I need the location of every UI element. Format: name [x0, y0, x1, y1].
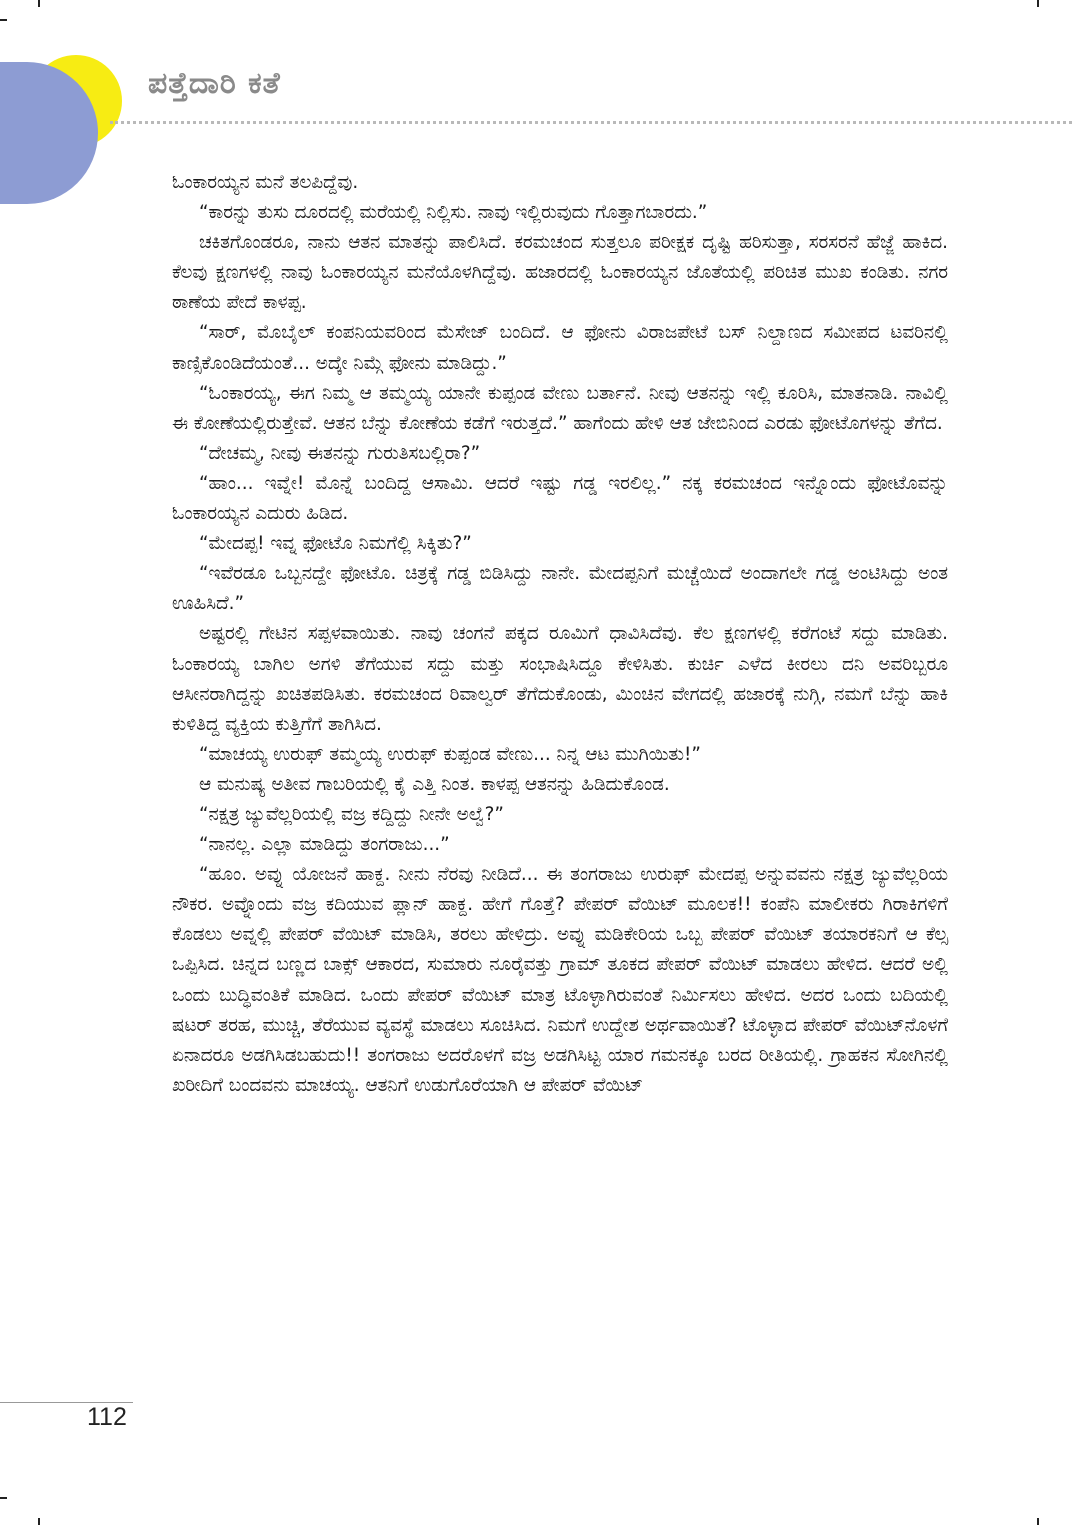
running-header-title: ಪತ್ತೆದಾರಿ ಕತೆ — [148, 66, 281, 101]
paragraph: ಚಕಿತಗೊಂಡರೂ, ನಾನು ಆತನ ಮಾತನ್ನು ಪಾಲಿಸಿದೆ. ಕರಮಚಂದ ಸುತ್ತಲೂ ಪರೀಕ್ಷಕ ದೃಷ್ಟಿ ಹರಿಸುತ್ತಾ, ಸರಸರನೆ ಹೆಜ್ಜೆ ಹಾಕಿದ. ಕೆಲವು ಕ್ಷಣಗಳಲ್ಲಿ ನಾವು ಓಂಕಾರಯ್ಯನ ಮನೆಯೊಳಗಿದ್ದೆವು. ಹಜಾರದಲ್ಲಿ ಓಂಕಾರಯ್ಯನ ಜೊತೆಯಲ್ಲಿ ಪರಿಚಿತ ಮುಖ ಕಂಡಿತು. ನಗರ ಠಾಣೆಯ ಪೇದೆ ಕಾಳಪ್ಪ. — [172, 232, 948, 314]
paragraph: “ನಕ್ಷತ್ರ ಜ್ಯುವೆಲ್ಲರಿಯಲ್ಲಿ ವಜ್ರ ಕದ್ದಿದ್ದು ನೀನೇ ಅಲ್ವೆ?” — [199, 803, 504, 825]
paragraph: “ದೇಚಮ್ಮ, ನೀವು ಈತನನ್ನು ಗುರುತಿಸಬಲ್ಲಿರಾ?” — [199, 442, 481, 464]
crop-mark-left-bottom — [0, 1497, 7, 1499]
paragraph: “ಹಾಂ... ಇವ್ನೇ! ಮೊನ್ನೆ ಬಂದಿದ್ದ ಆಸಾಮಿ. ಆದರೆ ಇಷ್ಟು ಗಡ್ಡ ಇರಲಿಲ್ಲ.” ನಕ್ಕ ಕರಮಚಂದ ಇನ್ನೊಂದು ಫೋಟೊವನ್ನು ಓಂಕಾರಯ್ಯನ ಎದುರು ಹಿಡಿದ. — [172, 472, 948, 525]
paragraph: “ಹೂಂ. ಅವ್ನು ಯೋಜನೆ ಹಾಕ್ದ. ನೀನು ನೆರವು ನೀಡಿದೆ... ಈ ತಂಗರಾಜು ಉರುಫ್ ಮೇದಪ್ಪ ಅನ್ನುವವನು ನಕ್ಷತ್ರ ಜ್ಯುವೆಲ್ಲರಿಯ ನೌಕರ. ಅವ್ನೊಂದು ವಜ್ರ ಕದಿಯುವ ಪ್ಲಾನ್ ಹಾಕ್ದ. ಹೇಗೆ ಗೊತ್ತೆ? ಪೇಪರ್ ವೆಯಿಟ್ ಮೂಲಕ!! ಕಂಪೆನಿ ಮಾಲೀಕರು ಗಿರಾಕಿಗಳಿಗೆ ಕೊಡಲು ಅವ್ನಲ್ಲಿ ಪೇಪರ್ ವೆಯಿಟ್ ಮಾಡಿಸಿ, ತರಲು ಹೇಳಿದ್ರು. ಅವ್ನು ಮಡಿಕೇರಿಯ ಒಬ್ಬ ಪೇಪರ್ ವೆಯಿಟ್ ತಯಾರಕನಿಗೆ ಆ ಕೆಲ್ಸ ಒಪ್ಪಿಸಿದ. ಚಿನ್ನದ ಬಣ್ಣದ ಬಾಕ್ಸ್ ಆಕಾರದ, ಸುಮಾರು ನೂರೈವತ್ತು ಗ್ರಾಮ್ ತೂಕದ ಪೇಪರ್ ವೆಯಿಟ್ ಮಾಡಲು ಹೇಳಿದ. ಆದರೆ ಅಲ್ಲಿ ಒಂದು ಬುದ್ಧಿವಂತಿಕೆ ಮಾಡಿದ. ಒಂದು ಪೇಪರ್ ವೆಯಿಟ್ ಮಾತ್ರ ಟೊಳ್ಳಾಗಿರುವಂತೆ ನಿರ್ಮಿಸಲು ಹೇಳಿದ. ಅದರ ಒಂದು ಬದಿಯಲ್ಲಿ ಷಟರ್ ತರಹ, ಮುಚ್ಚಿ, ತೆರೆಯುವ ವ್ಯವಸ್ಥೆ ಮಾಡಲು ಸೂಚಿಸಿದ. ನಿಮಗೆ ಉದ್ದೇಶ ಅರ್ಥವಾಯಿತೆ? ಟೊಳ್ಳಾದ ಪೇಪರ್ ವೆಯಿಟ್‌ನೊಳಗೆ ಏನಾದರೂ ಅಡಗಿಸಿಡಬಹುದು!! ತಂಗರಾಜು ಅದರೊಳಗೆ ವಜ್ರ ಅಡಗಿಸಿಟ್ಟ ಯಾರ ಗಮನಕ್ಕೂ ಬರದ ರೀತಿಯಲ್ಲಿ. ಗ್ರಾಹಕನ ಸೋಗಿನಲ್ಲಿ ಖರೀದಿಗೆ ಬಂದವನು ಮಾಚಯ್ಯ. ಆತನಿಗೆ ಉಡುಗೊರೆಯಾಗಿ ಆ ಪೇಪರ್ ವೆಯಿಟ್ — [172, 864, 948, 1096]
paragraph: ಆ ಮನುಷ್ಯ ಅತೀವ ಗಾಬರಿಯಲ್ಲಿ ಕೈ ಎತ್ತಿ ನಿಂತ. ಕಾಳಪ್ಪ ಆತನನ್ನು ಹಿಡಿದುಕೊಂಡ. — [199, 773, 670, 795]
crop-mark-top-left — [38, 0, 40, 7]
page-number: 112 — [87, 1403, 127, 1431]
paragraph: “ಸಾರ್, ಮೊಬೈಲ್ ಕಂಪನಿಯವರಿಂದ ಮೆಸೇಜ್ ಬಂದಿದೆ. ಆ ಫೋನು ವಿರಾಜಪೇಟೆ ಬಸ್ ನಿಲ್ದಾಣದ ಸಮೀಪದ ಟವರಿನಲ್ಲಿ ಕಾಣ್ಸಿಕೊಂಡಿದೆಯಂತೆ... ಅದ್ಕೇ ನಿಮ್ಗೆ ಫೋನು ಮಾಡಿದ್ದು.” — [172, 322, 948, 374]
story-body — [172, 168, 948, 1101]
crop-mark-left-top — [0, 19, 7, 21]
paragraph: “ಓಂಕಾರಯ್ಯ, ಈಗ ನಿಮ್ಮ ಆ ತಮ್ಮಯ್ಯ ಯಾನೇ ಕುಪ್ಪಂಡ ವೇಣು ಬರ್ತಾನೆ. ನೀವು ಆತನನ್ನು ಇಲ್ಲಿ ಕೂರಿಸಿ, ಮಾತನಾಡಿ. ನಾವಿಲ್ಲಿ ಈ ಕೋಣೆಯಲ್ಲಿರುತ್ತೇವೆ. ಆತನ ಬೆನ್ನು ಕೋಣೆಯ ಕಡೆಗೆ ಇರುತ್ತದೆ.” ಹಾಗೆಂದು ಹೇಳಿ ಆತ ಜೇಬಿನಿಂದ ಎರಡು ಫೋಟೊಗಳನ್ನು ತೆಗೆದ. — [172, 382, 948, 434]
paragraph: “ಕಾರನ್ನು ತುಸು ದೂರದಲ್ಲಿ ಮರೆಯಲ್ಲಿ ನಿಲ್ಲಿಸು. ನಾವು ಇಲ್ಲಿರುವುದು ಗೊತ್ತಾಗಬಾರದು.” — [199, 202, 708, 224]
paragraph: ಓಂಕಾರಯ್ಯನ ಮನೆ ತಲಪಿದ್ದೆವು. — [172, 172, 359, 193]
header-dotted-rule — [110, 121, 1072, 124]
crop-mark-bottom-right — [1037, 1518, 1039, 1525]
paragraph: “ಮಾಚಯ್ಯ ಉರುಫ್ ತಮ್ಮಯ್ಯ ಉರುಫ್ ಕುಪ್ಪಂಡ ವೇಣು... ನಿನ್ನ ಆಟ ಮುಗಿಯಿತು!” — [199, 743, 701, 765]
paragraph: ಅಷ್ಟರಲ್ಲಿ ಗೇಟಿನ ಸಪ್ಪಳವಾಯಿತು. ನಾವು ಚಂಗನೆ ಪಕ್ಕದ ರೂಮಿಗೆ ಧಾವಿಸಿದೆವು. ಕೆಲ ಕ್ಷಣಗಳಲ್ಲಿ ಕರೆಗಂಟೆ ಸದ್ದು ಮಾಡಿತು. ಓಂಕಾರಯ್ಯ ಬಾಗಿಲ ಅಗಳಿ ತೆಗೆಯುವ ಸದ್ದು ಮತ್ತು ಸಂಭಾಷಿಸಿದ್ದೂ ಕೇಳಿಸಿತು. ಕುರ್ಚಿ ಎಳೆದ ಕೀರಲು ದನಿ ಅವರಿಬ್ಬರೂ ಆಸೀನರಾಗಿದ್ದನ್ನು ಖಚಿತಪಡಿಸಿತು. ಕರಮಚಂದ ರಿವಾಲ್ವರ್ ತೆಗೆದುಕೊಂಡು, ಮಿಂಚಿನ ವೇಗದಲ್ಲಿ ಹಜಾರಕ್ಕೆ ನುಗ್ಗಿ, ನಮಗೆ ಬೆನ್ನು ಹಾಕಿ ಕುಳಿತಿದ್ದ ವ್ಯಕ್ತಿಯ ಕುತ್ತಿಗೆಗೆ ತಾಗಿಸಿದ. — [172, 623, 948, 735]
paragraph: “ಮೇದಪ್ಪ! ಇವ್ನ ಫೋಟೊ ನಿಮಗೆಲ್ಲಿ ಸಿಕ್ಕಿತು?” — [199, 533, 472, 555]
paragraph: “ನಾನಲ್ಲ. ಎಲ್ಲಾ ಮಾಡಿದ್ದು ತಂಗರಾಜು...” — [199, 834, 450, 856]
paragraph: “ಇವೆರಡೂ ಒಬ್ಬನದ್ದೇ ಫೋಟೊ. ಚಿತ್ರಕ್ಕೆ ಗಡ್ಡ ಬಿಡಿಸಿದ್ದು ನಾನೇ. ಮೇದಪ್ಪನಿಗೆ ಮಚ್ಚೆಯಿದೆ ಅಂದಾಗಲೇ ಗಡ್ಡ ಅಂಟಿಸಿದ್ದು ಅಂತ ಊಹಿಸಿದೆ.” — [172, 563, 948, 615]
crop-mark-top-right — [1037, 0, 1039, 7]
crop-mark-bottom-left — [38, 1518, 40, 1525]
